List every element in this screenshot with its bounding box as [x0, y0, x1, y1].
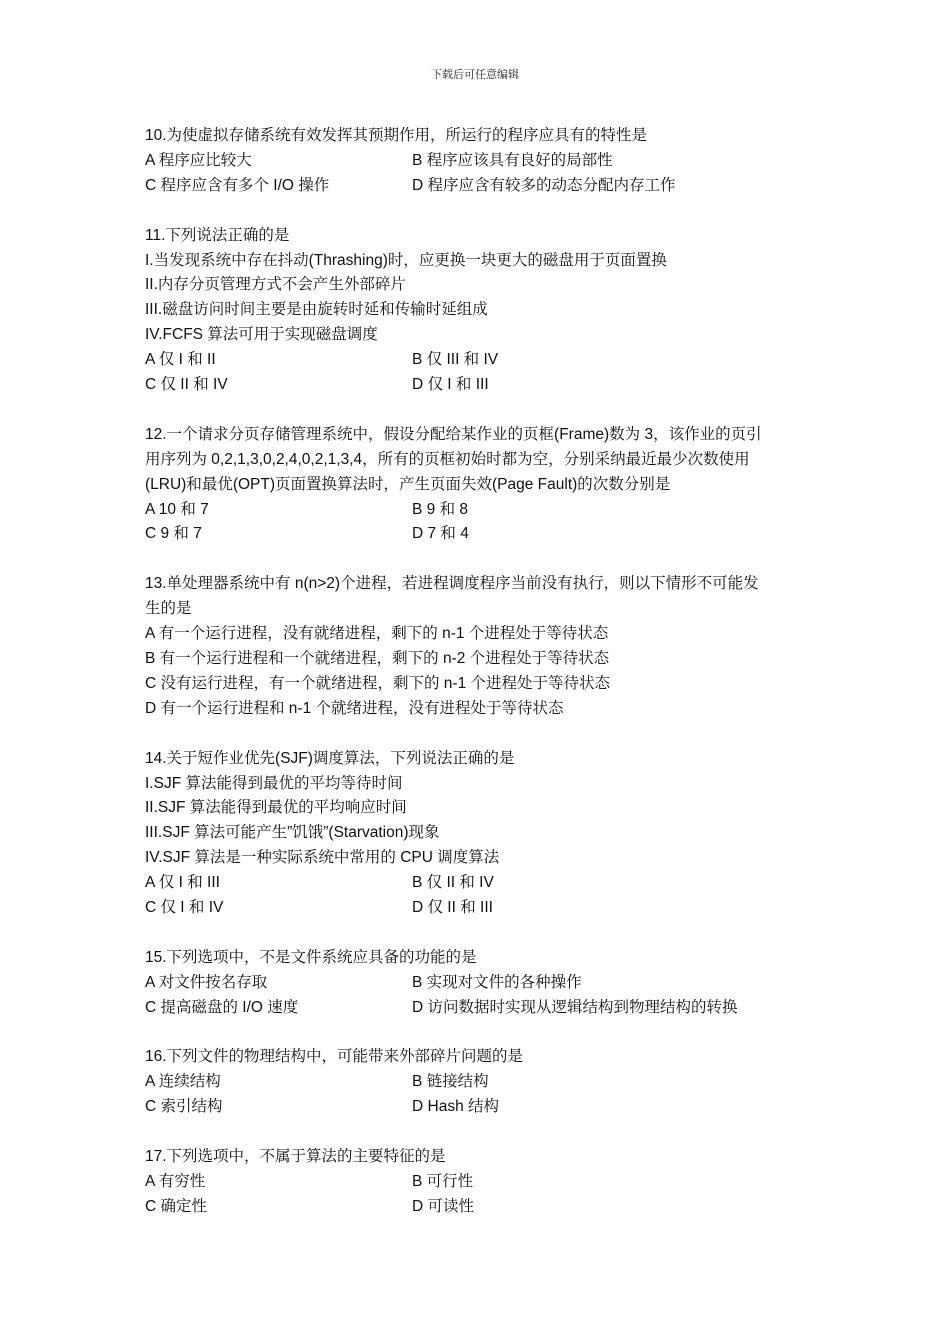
option-row [145, 498, 815, 523]
question-block [145, 946, 815, 1021]
answer-option: D 访问数据时实现从逻辑结构到物理结构的转换 [412, 998, 738, 1016]
answer-option: A 对文件按名存取 [145, 973, 268, 991]
option-row [145, 348, 815, 373]
question-stem: 16.下列文件的物理结构中，可能带来外部碎片问题的是 [145, 1048, 524, 1066]
option-row [145, 522, 815, 547]
question-statement: D 有一个运行进程和 n-1 个就绪进程，没有进程处于等待状态 [145, 699, 564, 717]
question-stem: 12.一个请求分页存储管理系统中，假设分配给某作业的页框(Frame)数为 3，该作业的页引 [145, 425, 762, 443]
question-statement: C 没有运行进程，有一个就绪进程，剩下的 n-1 个进程处于等待状态 [145, 674, 611, 692]
question-stem: 15.下列选项中，不是文件系统应具备的功能的是 [145, 948, 477, 966]
question-stem: 17.下列选项中，不属于算法的主要特征的是 [145, 1148, 446, 1166]
question-stem: 生的是 [145, 600, 192, 618]
question-statement: III.SJF 算法可能产生”饥饿”(Starvation)现象 [145, 824, 440, 842]
answer-option: B 实现对文件的各种操作 [412, 973, 582, 991]
page-header: 下载后可任意编辑 [431, 68, 519, 81]
question-stem: 14.关于短作业优先(SJF)调度算法，下列说法正确的是 [145, 749, 515, 767]
answer-option: A 程序应比较大 [145, 151, 252, 169]
question-statement: IV.SJF 算法是一种实际系统中常用的 CPU 调度算法 [145, 849, 500, 867]
question-stem: 10.为使虚拟存储系统有效发挥其预期作用，所运行的程序应具有的特性是 [145, 127, 648, 144]
answer-option: D 程序应含有较多的动态分配内存工作 [412, 176, 676, 194]
option-row [145, 871, 815, 896]
answer-option: B 可行性 [412, 1172, 474, 1190]
option-row [145, 1195, 815, 1220]
question-block [145, 423, 815, 548]
question-statement: I.SJF 算法能得到最优的平均等待时间 [145, 774, 403, 792]
question-statement: B 有一个运行进程和一个就绪进程，剩下的 n-2 个进程处于等待状态 [145, 649, 610, 667]
answer-option: A 仅 I 和 III [145, 874, 220, 892]
question-statement: II.内存分页管理方式不会产生外部碎片 [145, 276, 406, 294]
question-block [145, 747, 815, 921]
answer-option: C 仅 II 和 IV [145, 376, 228, 394]
option-row [145, 996, 815, 1021]
answer-option: C 程序应含有多个 I/O 操作 [145, 176, 330, 194]
question-statement: I.当发现系统中存在抖动(Thrashing)时，应更换一块更大的磁盘用于页面置换 [145, 251, 667, 269]
option-row [145, 1070, 815, 1095]
answer-option: B 仅 III 和 IV [412, 351, 499, 369]
answer-option: A 连续结构 [145, 1073, 221, 1091]
option-row [145, 1170, 815, 1195]
option-row [145, 174, 815, 199]
answer-option: D 仅 I 和 III [412, 376, 489, 394]
question-stem: 13.单处理器系统中有 n(n>2)个进程，若进程调度程序当前没有执行，则以下情形不可能发 [145, 575, 759, 593]
answer-option: B 链接结构 [412, 1073, 489, 1091]
answer-option: D 可读性 [412, 1197, 475, 1215]
option-row [145, 149, 815, 174]
answer-option: D 7 和 4 [412, 525, 469, 543]
answer-option: A 10 和 7 [145, 500, 209, 518]
option-row [145, 1095, 815, 1120]
answer-option: B 9 和 8 [412, 500, 468, 518]
question-block [145, 1045, 815, 1120]
question-statement: III.磁盘访问时间主要是由旋转时延和传输时延组成 [145, 301, 488, 319]
question-block [145, 572, 815, 721]
answer-option: C 9 和 7 [145, 525, 202, 543]
answer-option: C 确定性 [145, 1197, 208, 1215]
answer-option: A 仅 I 和 II [145, 351, 216, 369]
question-stem: 11.下列说法正确的是 [145, 226, 290, 244]
question-statement: II.SJF 算法能得到最优的平均响应时间 [145, 799, 407, 817]
question-block [145, 1145, 815, 1220]
question-block [145, 224, 815, 398]
question-statement: A 有一个运行进程，没有就绪进程，剩下的 n-1 个进程处于等待状态 [145, 625, 609, 643]
option-row [145, 896, 815, 921]
question-stem: 用序列为 0,2,1,3,0,2,4,0,2,1,3,4，所有的页框初始时都为空，分别采纳最近最少次数使用 [145, 450, 750, 468]
answer-option: B 仅 II 和 IV [412, 874, 494, 892]
question-statement: IV.FCFS 算法可用于实现磁盘调度 [145, 326, 378, 344]
answer-option: C 提高磁盘的 I/O 速度 [145, 998, 299, 1016]
answer-option: D Hash 结构 [412, 1098, 499, 1116]
option-row [145, 971, 815, 996]
question-block [145, 124, 815, 199]
answer-option: A 有穷性 [145, 1172, 206, 1190]
answer-option: C 索引结构 [145, 1098, 223, 1116]
answer-option: D 仅 II 和 III [412, 899, 493, 917]
question-list [145, 124, 815, 1245]
answer-option: C 仅 I 和 IV [145, 899, 224, 917]
question-stem: (LRU)和最优(OPT)页面置换算法时，产生页面失效(Page Fault)的次数分别是 [145, 475, 671, 493]
option-row [145, 373, 815, 398]
answer-option: B 程序应该具有良好的局部性 [412, 151, 613, 169]
